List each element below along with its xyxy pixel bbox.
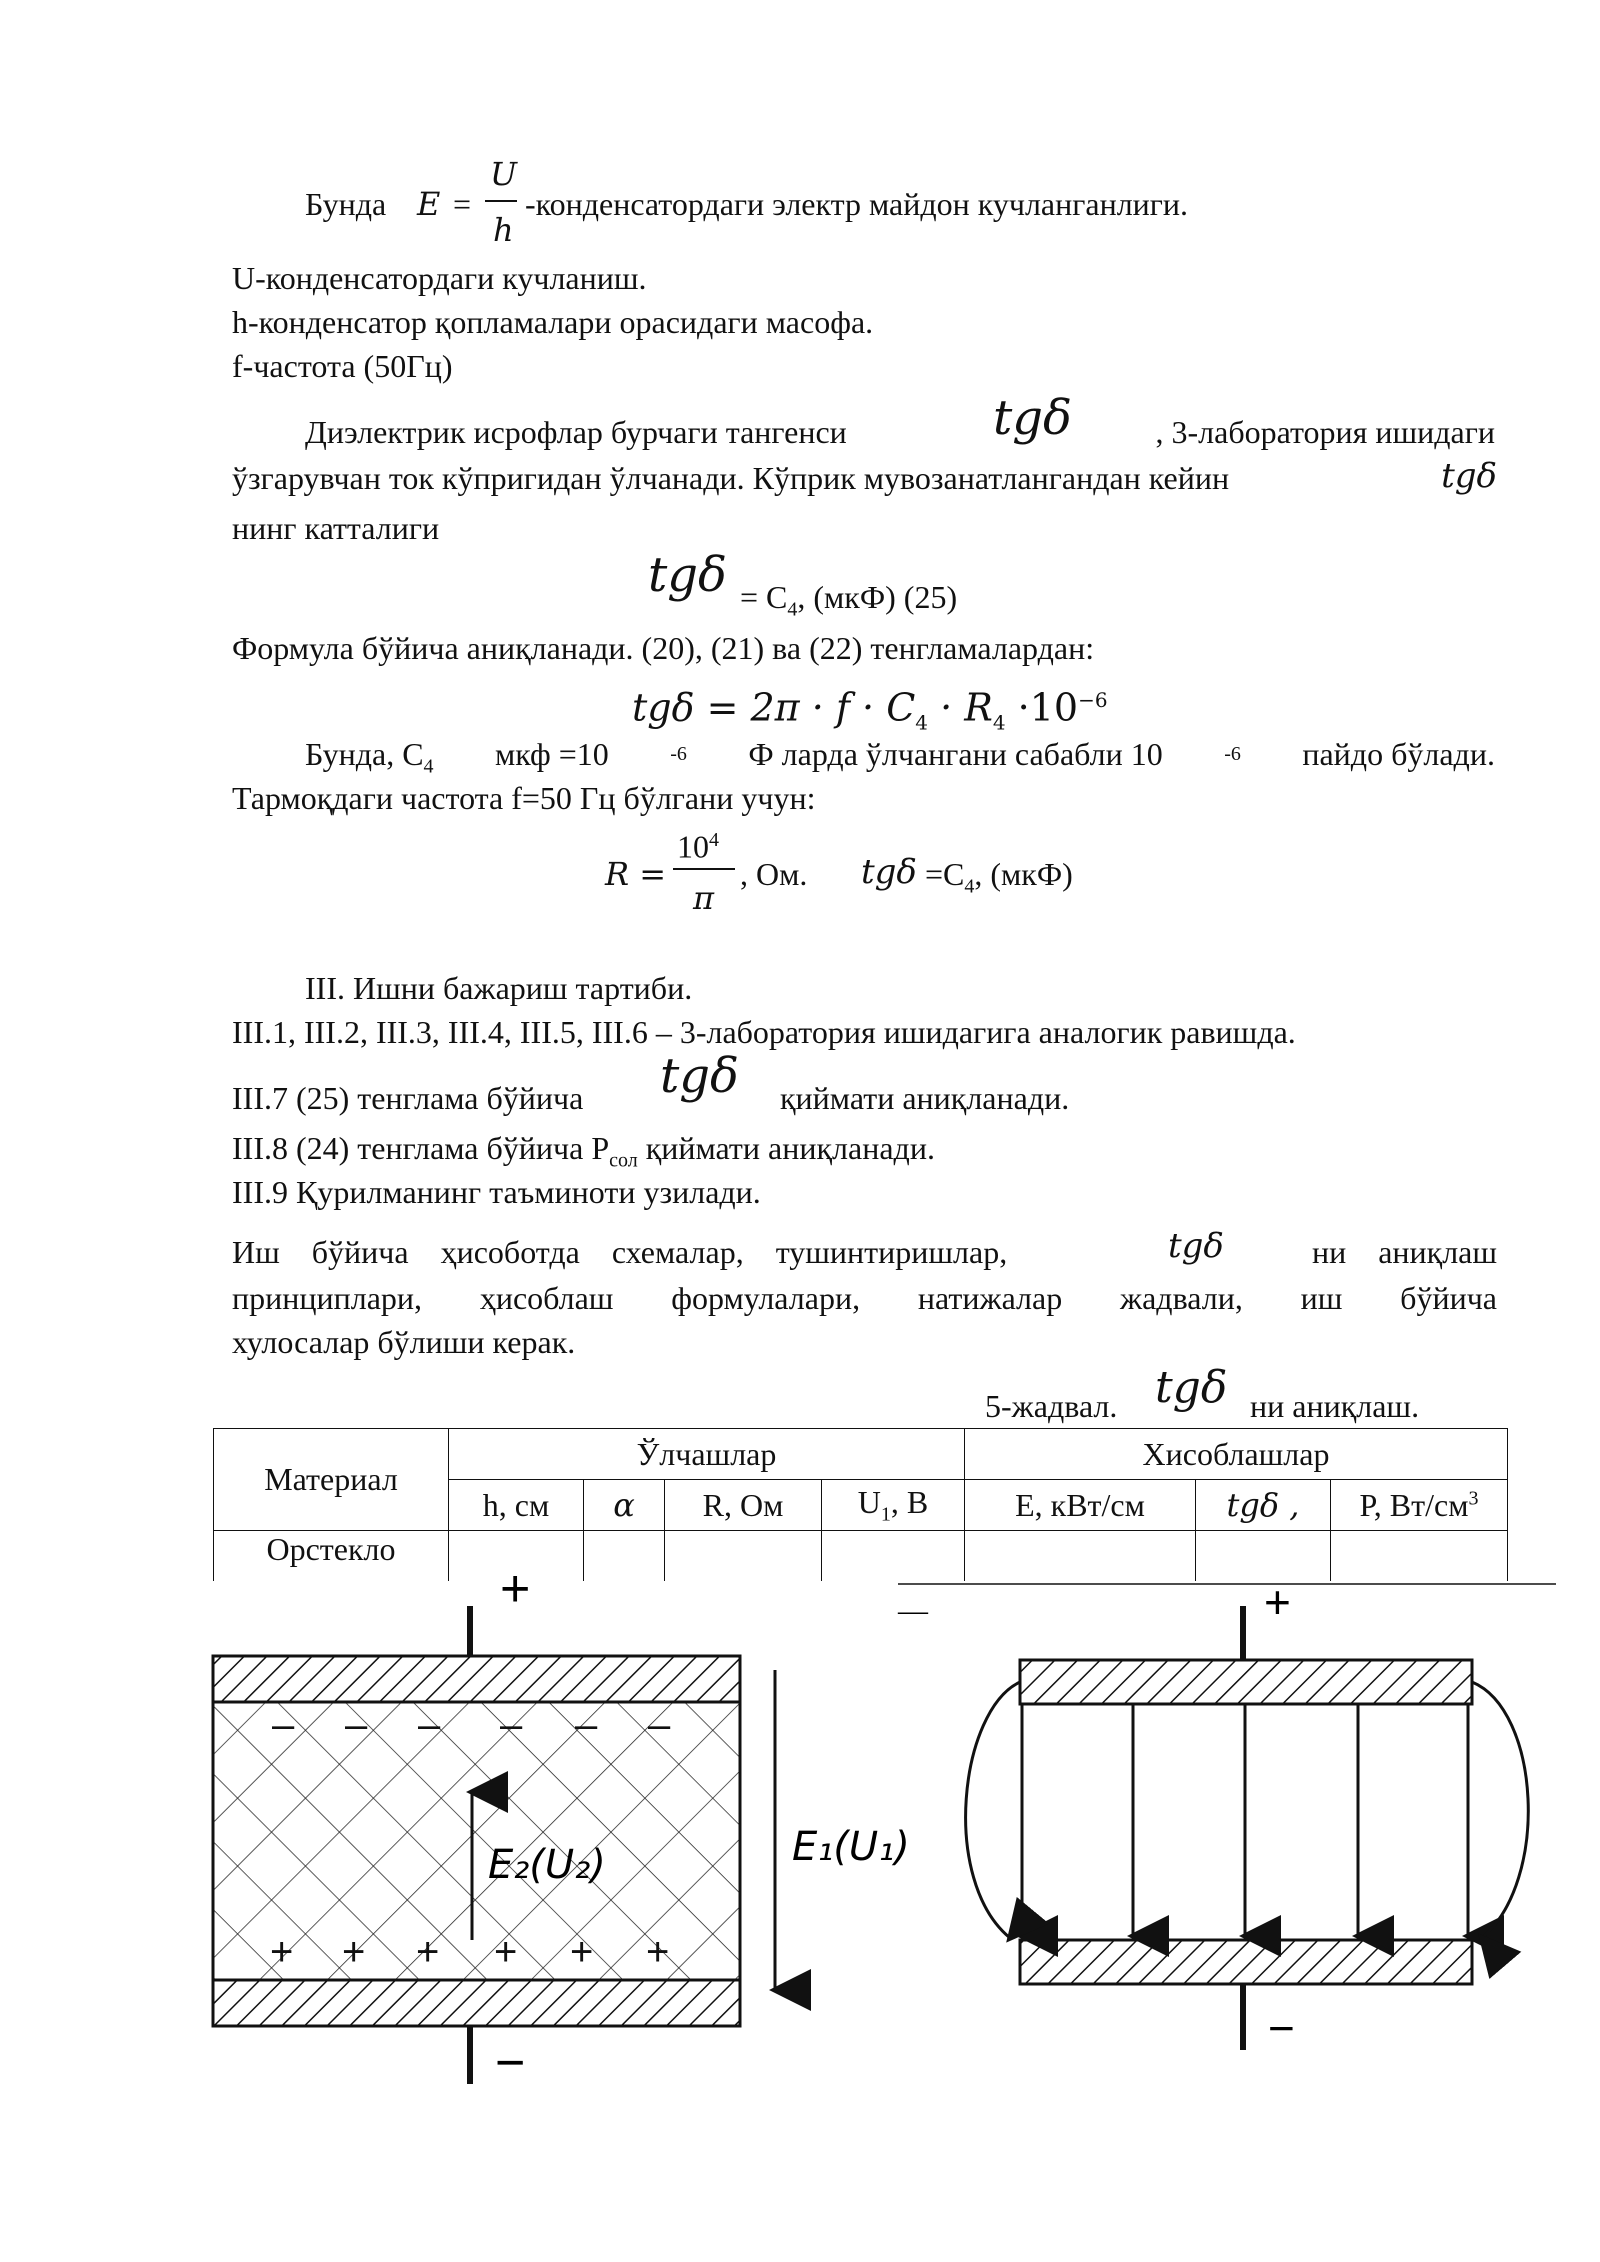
frac-bar (485, 200, 517, 202)
eqR-c: =С (925, 856, 965, 892)
para2-c: Ф ларда ўлчангани сабабли 10 (748, 736, 1163, 772)
step-9: III.9 Қурилманинг таъминоти узилади. (232, 1174, 761, 1210)
eqR-num (677, 820, 719, 867)
step7-a: III.7 (25) тенглама бўйича (232, 1080, 584, 1116)
step7-b: қиймати аниқланади. (780, 1080, 1070, 1116)
para1-line2 (232, 458, 1497, 498)
minus-charge: – (575, 1703, 598, 1747)
var-E: E (417, 185, 441, 223)
eq2-sub2: 4 (992, 710, 1006, 735)
section-title: III. Ишни бажариш тартиби. (305, 970, 693, 1006)
th-group-measurements: Ўлчашлар (449, 1429, 965, 1480)
plus-charge: + (342, 1930, 366, 1974)
report-line1 (232, 1226, 1497, 1276)
plus-charge: + (646, 1930, 670, 1974)
eq2-c: ·10 (1005, 685, 1079, 730)
eqR-rhs (925, 854, 1073, 906)
eq25-c: = С (740, 579, 788, 615)
para1-line1 (305, 390, 1495, 460)
th-group-calculations: Хисоблашлар (965, 1429, 1508, 1480)
th-h: h, см (449, 1480, 584, 1531)
eq2-exp: −6 (1078, 688, 1108, 712)
fringe-line-right (1472, 1682, 1528, 1938)
plus-charge: + (416, 1930, 440, 1974)
th-P-a: P, Вт/см (1359, 1486, 1469, 1523)
para2-line2: Тармоқдаги частота f=50 Гц бўлгани учун: (232, 780, 816, 816)
text-bunda: Бунда (305, 186, 387, 222)
th-P (1331, 1480, 1508, 1531)
report-line2: принциплари, ҳисоблаш формулалари, натижалар жадвали, иш бўйича (232, 1280, 1497, 1316)
th-material: Материал (214, 1429, 449, 1531)
frac-den-h: h (493, 211, 514, 249)
para1-text-c: ўзгарувчан ток кўпригидан ўлчанади. Кўприк мувозанатлангандан кейин (232, 460, 1230, 496)
para2-e2-wrap (1224, 734, 1241, 786)
line-h: h-конденсатор қопламалари орасидаги масофа. (232, 304, 874, 340)
tg-delta-symbol: tgδ (861, 852, 917, 892)
eqR-den: π (693, 879, 715, 917)
tg-delta-symbol: tgδ (993, 390, 1072, 446)
th-alpha: α (584, 1480, 665, 1531)
eqR-unit: , (мкФ) (974, 856, 1073, 892)
step-1-6: III.1, III.2, III.3, III.4, III.5, III.6 – 3-лаборатория ишидагига аналогик равишда. (232, 1014, 1296, 1050)
eqR-sub: 4 (964, 875, 975, 898)
report-b: ни аниқлаш (1311, 1234, 1497, 1270)
tg-delta-symbol: tgδ (648, 547, 727, 603)
tg-delta-symbol: tgδ (1155, 1362, 1228, 1413)
results-table (213, 1428, 1508, 1581)
step8-a: III.8 (24) тенглама бўйича Р (232, 1130, 610, 1166)
line-f: f-частота (50Гц) (232, 348, 453, 384)
eq25-tail: , (мкФ) (25) (797, 579, 958, 615)
th-U1-b: , В (890, 1483, 929, 1520)
eqR-num-exp: 4 (709, 829, 719, 851)
eq-sign: = (453, 186, 472, 222)
tg-delta-symbol: tgδ (1168, 1226, 1224, 1266)
eq25-rhs (740, 577, 957, 629)
equation-tg-formula (632, 680, 1108, 742)
caption-b: ни аниқлаш. (1250, 1388, 1420, 1424)
th-E: E, кВт/см (965, 1480, 1196, 1531)
report-line3: хулосалар бўлиши керак. (232, 1324, 576, 1360)
eq2-a: = 2π · f · C (706, 685, 916, 730)
th-U1-a: U (857, 1483, 881, 1520)
para2-a: Бунда, С (305, 736, 424, 772)
plus-sign: + (500, 1560, 531, 1618)
eqR-bar (673, 868, 735, 870)
th-tgd: tgδ , (1196, 1480, 1331, 1531)
caption-a: 5-жадвал. (985, 1388, 1118, 1424)
step8-b: қиймати аниқланади. (637, 1130, 935, 1166)
para1-text-a: Диэлектрик исрофлар бурчаги тангенси (305, 414, 847, 450)
eqR-num-base: 10 (677, 828, 709, 865)
plus-charge: + (494, 1930, 518, 1974)
top-plate (1020, 1660, 1472, 1704)
tg-delta-symbol: tgδ (1441, 456, 1497, 496)
plus-charge: + (570, 1930, 594, 1974)
minus-charge: – (418, 1703, 441, 1747)
e2-label: E₂(U₂) (488, 1842, 606, 1888)
plus-sign: + (1264, 1576, 1291, 1628)
th-U1 (822, 1480, 965, 1531)
e1-label: E₁(U₁) (792, 1824, 910, 1870)
minus-charge: – (345, 1703, 368, 1747)
step8-sub: сол (609, 1149, 638, 1172)
para1-line3: нинг катталиги (232, 510, 440, 546)
th-R: R, Ом (665, 1480, 822, 1531)
frac-num-U: U (490, 155, 517, 193)
para1-text-b: , 3-лаборатория ишидаги (1155, 414, 1495, 450)
capacitor-diagram (0, 1560, 1600, 2260)
th-U1-sub: 1 (880, 1503, 891, 1526)
right-capacitor (966, 1576, 1529, 2054)
left-capacitor (213, 1560, 910, 2092)
bottom-plate (213, 1980, 740, 2026)
para2-b: мкф =10 (495, 736, 609, 772)
plus-charge: + (270, 1930, 294, 1974)
para2-d: пайдо бўлади. (1302, 736, 1495, 772)
bottom-plate (1020, 1940, 1472, 1984)
minus-charge: – (648, 1703, 671, 1747)
td-material: Орстекло (214, 1531, 449, 1582)
text-field-def: -конденсатордаги электр майдон кучланганлиги. (525, 186, 1189, 222)
dash-mark: — (898, 1594, 928, 1627)
eq2-b: · R (928, 685, 993, 730)
para2-sub: 4 (423, 755, 434, 778)
report-a: Иш бўйича ҳисоботда схемалар, тушинтиришлар, (232, 1234, 1008, 1270)
minus-sign: − (495, 2034, 526, 2092)
minus-charge: – (500, 1703, 523, 1747)
formula-line: Формула бўйича аниқланади. (20), (21) ва (22) тенгламалардан: (232, 630, 1095, 666)
minus-charge: – (272, 1703, 295, 1747)
eq2-sub1: 4 (915, 710, 928, 735)
th-P-exp: 3 (1468, 1486, 1479, 1509)
line-U: U-конденсатордаги кучланиш. (232, 260, 647, 296)
eqR-lhs: R = (605, 855, 667, 893)
eqR-tail: , Ом. (740, 856, 808, 892)
para2-e1: -6 (670, 743, 687, 765)
eq25-sub: 4 (787, 598, 798, 621)
para2-e2: -6 (1224, 743, 1241, 765)
top-plate (213, 1656, 740, 1702)
minus-sign: − (1268, 2002, 1295, 2054)
tg-delta-symbol: tgδ (660, 1048, 739, 1104)
tg-delta-symbol: tgδ (632, 685, 695, 730)
fringe-line-left (966, 1682, 1020, 1938)
